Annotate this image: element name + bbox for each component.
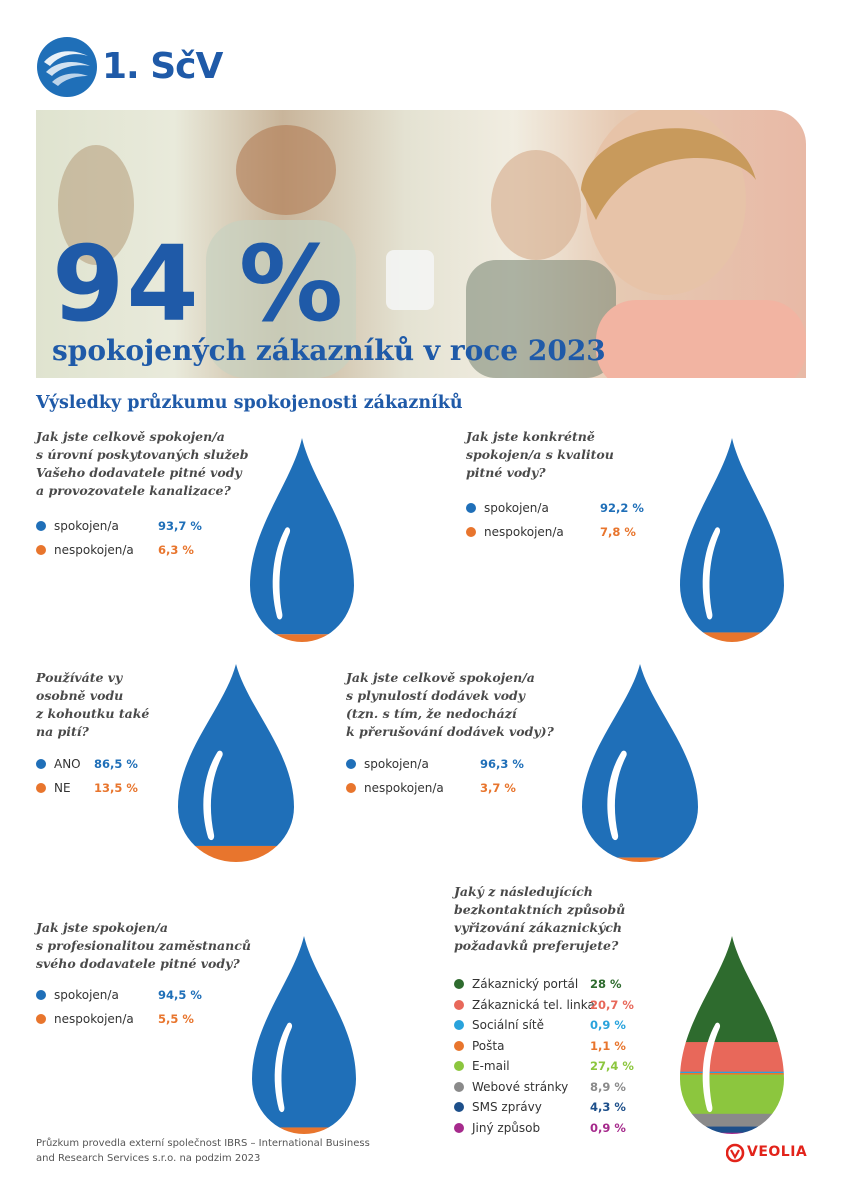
legend-dot-icon: [36, 545, 46, 555]
question-line: a provozovatele kanalizace?: [36, 483, 231, 498]
legend-dot-icon: [454, 979, 464, 989]
legend-value: 13,5 %: [94, 781, 138, 795]
legend-item: [454, 1077, 650, 1097]
legend-dot-icon: [454, 1123, 464, 1133]
legend-label: spokojen/a: [364, 757, 429, 771]
survey-question: [36, 428, 248, 500]
legend-item: [36, 1009, 218, 1029]
question-line: Vašeho dodavatele pitné vody: [36, 465, 242, 480]
veolia-logo: [726, 1142, 806, 1164]
survey-question: [454, 883, 625, 955]
drop-major-fill: [252, 936, 356, 1127]
legend-item: [466, 522, 660, 542]
drop-minor-fill: [680, 632, 784, 642]
drop-top-fill: [680, 936, 784, 1002]
legend-dot-icon: [454, 1020, 464, 1030]
water-wave-logo-icon: [36, 36, 98, 98]
legend-dot-icon: [454, 1102, 464, 1112]
survey-question: [466, 428, 614, 482]
section-title: Výsledky průzkumu spokojenosti zákazníků: [36, 393, 463, 413]
legend-item: [454, 1056, 650, 1076]
legend-label: Jiný způsob: [472, 1120, 541, 1135]
hero-subtitle: spokojených zákazníků v roce 2023: [52, 334, 606, 367]
water-drop-chart: [178, 664, 294, 862]
legend-value: 7,8 %: [600, 525, 636, 539]
question-line: bezkontaktních způsobů: [454, 902, 626, 917]
legend-dot-icon: [36, 521, 46, 531]
drop-major-fill: [178, 664, 294, 846]
legend-label: Zákaznický portál: [472, 977, 579, 991]
question-line: spokojen/a s kvalitou: [466, 447, 614, 462]
legend-label: nespokojen/a: [54, 543, 134, 557]
veolia-logo-text: VEOLIA: [747, 1144, 808, 1160]
legend-dot-icon: [466, 527, 476, 537]
survey-question: [36, 669, 149, 741]
legend-dot-icon: [466, 503, 476, 513]
legend-label: nespokojen/a: [484, 525, 564, 539]
drop-band-7: [680, 1133, 784, 1134]
legend-dot-icon: [454, 1041, 464, 1051]
legend-item: [466, 498, 660, 518]
legend-value: 96,3 %: [480, 757, 524, 771]
legend-dot-icon: [36, 990, 46, 1000]
legend-label: Pošta: [472, 1038, 505, 1053]
legend-value: 5,5 %: [158, 1012, 194, 1026]
drop-band-4: [680, 1075, 784, 1115]
water-drop-chart: [250, 438, 354, 642]
legend-dot-icon: [346, 759, 356, 769]
question-line: pitné vody?: [466, 465, 546, 480]
legend-item: [36, 985, 218, 1005]
legend-item: [454, 1097, 650, 1117]
drop-band-5: [680, 1114, 784, 1127]
legend-item: [36, 540, 218, 560]
question-line: s úrovní poskytovaných služeb: [36, 447, 249, 462]
footnote: [36, 1136, 370, 1166]
drop-band-6: [680, 1127, 784, 1133]
drop-major-fill: [680, 438, 784, 632]
legend-label: Webové stránky: [472, 1079, 569, 1094]
question-line: na pití?: [36, 724, 89, 739]
drop-band-1: [680, 1042, 784, 1072]
drop-minor-fill: [178, 846, 294, 862]
legend-item: [454, 1036, 650, 1056]
question-line: požadavků preferujete?: [454, 938, 619, 953]
legend-value: 1,1 %: [590, 1038, 626, 1053]
legend-value: 6,3 %: [158, 543, 194, 557]
survey-question: [36, 919, 251, 973]
legend-item: [36, 516, 218, 536]
legend-item: [36, 754, 154, 774]
legend-label: E-mail: [472, 1059, 510, 1073]
footnote-line: Průzkum provedla externí společnost IBRS – International Business: [36, 1138, 370, 1149]
question-line: s profesionalitou zaměstnanců: [36, 938, 251, 953]
hero-percentage: 94 %: [52, 223, 346, 345]
question-line: Jak jste konkrétně: [466, 429, 595, 444]
drop-major-fill: [250, 438, 354, 634]
footnote-line: and Research Services s.r.o. na podzim 2023: [36, 1153, 261, 1164]
question-line: Jak jste celkově spokojen/a: [36, 429, 225, 444]
question-line: Používáte vy: [36, 670, 123, 685]
legend-value: 3,7 %: [480, 781, 516, 795]
question-line: svého dodavatele pitné vody?: [36, 956, 240, 971]
question-line: z kohoutku také: [36, 706, 150, 721]
legend-item: [454, 974, 650, 994]
legend-item: [346, 754, 540, 774]
legend-label: nespokojen/a: [364, 781, 444, 795]
legend-label: Zákaznická tel. linka: [472, 997, 595, 1012]
legend-dot-icon: [454, 1082, 464, 1092]
legend-dot-icon: [454, 1000, 464, 1010]
legend-dot-icon: [346, 783, 356, 793]
legend-item: [36, 778, 154, 798]
legend-value: 86,5 %: [94, 757, 138, 771]
water-drop-chart: [680, 936, 784, 1134]
question-line: k přerušování dodávek vody)?: [346, 724, 554, 739]
legend-dot-icon: [36, 783, 46, 793]
legend-label: NE: [54, 781, 71, 795]
water-drop-chart: [252, 936, 356, 1134]
legend-item: [454, 1015, 650, 1035]
legend-value: 94,5 %: [158, 988, 202, 1002]
legend-label: SMS zprávy: [472, 1100, 542, 1114]
question-line: osobně vodu: [36, 688, 124, 703]
legend-item: [454, 995, 650, 1015]
legend-label: Sociální sítě: [472, 1018, 545, 1032]
legend-value: 4,3 %: [590, 1100, 626, 1114]
question-line: Jaký z následujících: [454, 884, 593, 899]
legend-label: nespokojen/a: [54, 1012, 134, 1026]
drop-minor-fill: [582, 858, 698, 862]
legend-dot-icon: [36, 759, 46, 769]
question-line: Jak jste celkově spokojen/a: [346, 670, 535, 685]
legend-label: spokojen/a: [54, 988, 119, 1002]
legend-label: spokojen/a: [54, 519, 119, 533]
question-line: Jak jste spokojen/a: [36, 920, 169, 935]
drop-minor-fill: [252, 1127, 356, 1134]
legend-dot-icon: [454, 1061, 464, 1071]
water-drop-chart: [680, 438, 784, 642]
question-line: s plynulostí dodávek vody: [346, 688, 526, 703]
legend-value: 0,9 %: [590, 1018, 626, 1032]
legend-value: 92,2 %: [600, 501, 644, 515]
drop-band-0: [680, 1002, 784, 1042]
legend-dot-icon: [36, 1014, 46, 1024]
survey-question: [346, 669, 554, 741]
legend-value: 28 %: [590, 977, 622, 991]
brand-logo-text: 1. SčV: [102, 46, 223, 87]
legend-item: [346, 778, 540, 798]
legend-item: [454, 1118, 650, 1138]
legend-value: 0,9 %: [590, 1120, 626, 1135]
legend-value: 93,7 %: [158, 519, 202, 533]
water-drop-chart: [582, 664, 698, 862]
drop-minor-fill: [250, 634, 354, 642]
question-line: vyřizování zákaznických: [454, 920, 622, 935]
legend-value: 8,9 %: [590, 1079, 626, 1094]
question-line: (tzn. s tím, že nedochází: [346, 706, 517, 721]
legend-label: spokojen/a: [484, 501, 549, 515]
legend-label: ANO: [54, 757, 81, 771]
legend-value: 20,7 %: [590, 997, 634, 1012]
legend-value: 27,4 %: [590, 1059, 634, 1073]
drop-major-fill: [582, 664, 698, 858]
